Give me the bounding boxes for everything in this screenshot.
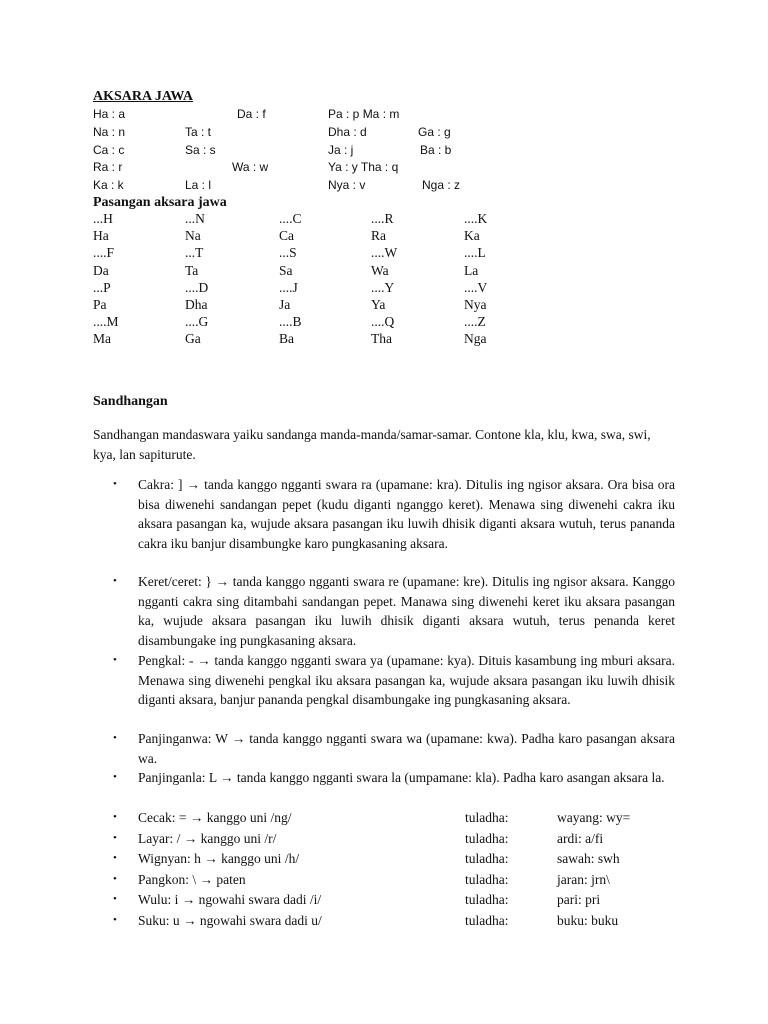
- pasangan-cell: ....J: [279, 279, 298, 295]
- pasangan-cell: ....Q: [371, 314, 395, 330]
- bullet-marker: •: [113, 478, 117, 490]
- list-item: Panjinganwa: W → tanda kanggo ngganti swara wa (upamane: kwa). Padha karo pasangan aksara wa.: [138, 731, 675, 766]
- aksara-cell: Ya : y Tha : q: [328, 160, 399, 174]
- pasangan-cell: ....F: [93, 245, 115, 261]
- aksara-cell: Ta : t: [185, 125, 212, 139]
- tuladha-desc: Cecak: = → kanggo uni /ng/: [138, 810, 292, 825]
- pasangan-cell: ....G: [185, 314, 209, 330]
- pasangan-heading: Pasangan aksara jawa: [93, 195, 227, 210]
- tuladha-label: tuladha:: [465, 830, 509, 846]
- bullet-marker: •: [113, 771, 117, 783]
- bullet-marker: •: [113, 893, 117, 906]
- aksara-cell: Nga : z: [422, 178, 461, 192]
- aksara-cell: Ba : b: [420, 143, 452, 157]
- pasangan-cell: ....W: [371, 245, 398, 261]
- bullet-marker: •: [113, 654, 117, 666]
- aksara-cell: Da : f: [237, 107, 266, 121]
- bullet-marker: •: [113, 872, 117, 885]
- page-title: AKSARA JAWA: [93, 89, 193, 104]
- pasangan-cell: ....Z: [464, 314, 486, 330]
- pasangan-cell: ...S: [279, 245, 297, 261]
- pasangan-cell: ...T: [185, 245, 204, 261]
- pasangan-cell: ....B: [279, 314, 302, 330]
- tuladha-label: tuladha:: [465, 913, 509, 928]
- pasangan-cell: Ga: [185, 331, 201, 347]
- pasangan-cell: Ra: [371, 228, 386, 244]
- aksara-cell: Dha : d: [328, 125, 367, 139]
- pasangan-cell: ....V: [464, 279, 488, 295]
- tuladha-label: tuladha:: [465, 871, 509, 887]
- pasangan-cell: ....L: [464, 245, 486, 261]
- pasangan-cell: Nga: [464, 331, 487, 347]
- aksara-cell: Nya : v: [328, 178, 366, 192]
- pasangan-cell: ...P: [93, 279, 111, 295]
- sandhangan-heading: Sandhangan: [93, 394, 168, 409]
- pasangan-cell: Ma: [93, 331, 111, 347]
- list-item: Cakra: ] → tanda kanggo ngganti swara ra (upamane: kra). Ditulis ing ngisor aksara. Ora bisa ora bisa diwenehi sandangan pepet (kudu diganti nganggo keret). Menawa sing diwenehi cakra iku aksara pasangan ka, wujude aksara pasangan iku luwih dhisik diganti aksara wutuh, terus pananda cakra iku banjur disambungke karo pungkasaning aksara.: [138, 477, 675, 551]
- intro-paragraph: Sandhangan mandaswara yaiku sandanga manda-manda/samar-samar. Contone kla, klu, kwa, swa, swi, kya, lan sapiturute.: [93, 427, 651, 462]
- tuladha-example: sawah: swh: [557, 851, 620, 867]
- aksara-cell: Wa : w: [232, 160, 269, 174]
- pasangan-cell: Da: [93, 262, 109, 278]
- tuladha-example: buku: buku: [557, 913, 619, 928]
- tuladha-desc: Wulu: i → ngowahi swara dadi /i/: [138, 892, 322, 908]
- aksara-cell: Na : n: [93, 125, 126, 139]
- tuladha-example: wayang: wy=: [557, 810, 631, 825]
- pasangan-cell: Ha: [93, 228, 109, 244]
- pasangan-cell: La: [464, 262, 479, 278]
- tuladha-example: jaran: jrn\: [557, 871, 610, 887]
- pasangan-cell: Ba: [279, 331, 294, 347]
- pasangan-cell: Na: [185, 228, 201, 244]
- bullet-marker: •: [113, 575, 117, 587]
- tuladha-label: tuladha:: [465, 810, 509, 825]
- pasangan-cell: Ja: [279, 297, 291, 312]
- pasangan-cell: Tha: [371, 331, 392, 347]
- pasangan-cell: Ya: [371, 297, 386, 312]
- list-item: Panjinganla: L → tanda kanggo ngganti swara la (umpamane: kla). Padha karo asangan aksara la.: [138, 770, 665, 785]
- bullet-marker: •: [113, 732, 117, 744]
- aksara-cell: Sa : s: [185, 143, 216, 157]
- pasangan-cell: ....R: [371, 211, 394, 226]
- tuladha-desc: Wignyan: h → kanggo uni /h/: [138, 851, 300, 867]
- pasangan-cell: ....D: [185, 279, 209, 295]
- tuladha-label: tuladha:: [465, 851, 509, 867]
- bullet-marker: •: [113, 852, 117, 865]
- pasangan-cell: Sa: [279, 262, 293, 278]
- aksara-cell: Ra : r: [93, 160, 123, 174]
- pasangan-cell: Nya: [464, 297, 487, 312]
- bullet-marker: •: [113, 811, 117, 823]
- tuladha-desc: Layar: / → kanggo uni /r/: [138, 830, 277, 846]
- tuladha-desc: Suku: u → ngowahi swara dadi u/: [138, 913, 322, 928]
- aksara-cell: La : l: [185, 178, 212, 192]
- bullet-marker: •: [113, 831, 117, 844]
- aksara-cell: Ka : k: [93, 178, 124, 192]
- aksara-cell: Ca : c: [93, 143, 125, 157]
- tuladha-desc: Pangkon: \ → paten: [138, 871, 246, 887]
- pasangan-cell: ...H: [93, 211, 113, 226]
- aksara-cell: Ja : j: [328, 143, 354, 157]
- aksara-cell: Pa : p Ma : m: [328, 107, 400, 121]
- pasangan-cell: ....Y: [371, 279, 395, 295]
- pasangan-cell: ...N: [185, 211, 205, 226]
- pasangan-cell: Ta: [185, 262, 199, 278]
- bullet-marker: •: [113, 914, 117, 926]
- pasangan-cell: Dha: [185, 297, 208, 312]
- tuladha-example: ardi: a/fi: [557, 830, 604, 846]
- pasangan-cell: Wa: [371, 262, 389, 278]
- pasangan-cell: Ka: [464, 228, 480, 244]
- pasangan-cell: Pa: [93, 297, 107, 312]
- pasangan-cell: ....M: [93, 314, 119, 330]
- tuladha-example: pari: pri: [557, 892, 601, 908]
- list-item: Pengkal: - → tanda kanggo ngganti swara ya (upamane: kya). Dituis kasambung ing mburi aksara. Menawa sing diwenehi pengkal iku aksara pasangan ka, wujude aksara pasangan iku luwih dhisik diganti aksara, banjur pananda pengkal disambungake ing pungkasaning aksara.: [138, 653, 675, 707]
- pasangan-cell: ....C: [279, 211, 302, 226]
- tuladha-label: tuladha:: [465, 892, 509, 908]
- pasangan-cell: ....K: [464, 211, 488, 226]
- aksara-cell: Ha : a: [93, 107, 126, 121]
- pasangan-cell: Ca: [279, 228, 294, 244]
- list-item: Keret/ceret: } → tanda kanggo ngganti swara re (upamane: kre). Ditulis ing ngisor aksara. Kanggo ngganti cakra sing ditambahi sandangan pepet. Manawa sing diwenehi keret iku aksara pasangan ka, wujude aksara pasangan iku luwih dhisik diganti aksara wutuh, terus penanda keret disambungake ing pungkasaning aksara.: [138, 574, 675, 648]
- aksara-cell: Ga : g: [418, 125, 451, 139]
